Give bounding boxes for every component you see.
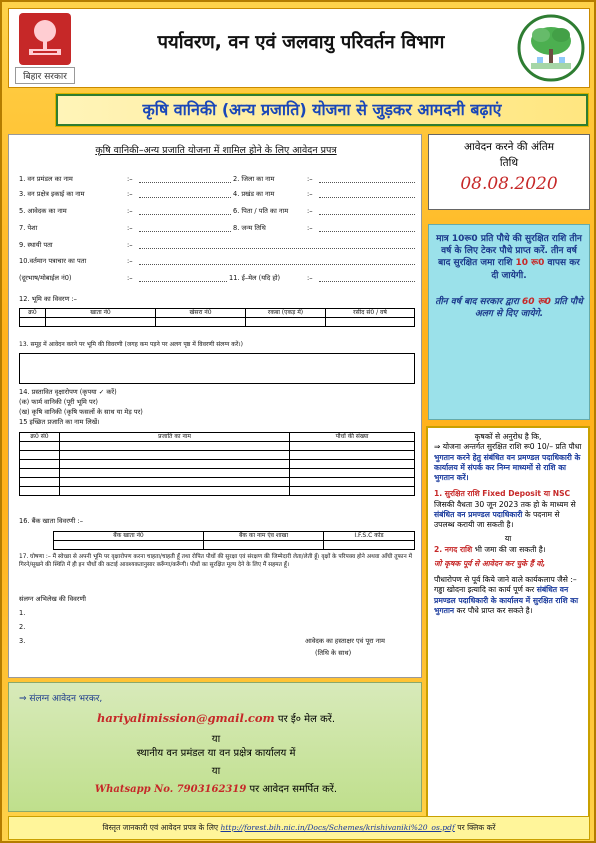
field-label: 1. वन प्रमंडल का नाम bbox=[19, 175, 73, 183]
table-header: रसीद सं0 / वर्ष bbox=[326, 309, 415, 318]
group-land-table bbox=[19, 353, 415, 384]
field-label: 2. जिला का नाम bbox=[233, 175, 275, 183]
incentive-box bbox=[428, 224, 590, 420]
farmer-appeal-box bbox=[426, 426, 590, 832]
deadline-date: 08.08.2020 bbox=[460, 174, 558, 194]
signature-label: आवेदक का हस्ताक्षर एवं पूरा नाम bbox=[305, 637, 385, 645]
input-line[interactable] bbox=[139, 281, 227, 282]
table-header: बैंक खाता नं0 bbox=[54, 532, 204, 541]
header bbox=[8, 8, 590, 88]
bank-table bbox=[53, 531, 415, 550]
field-label: 3. वन प्रक्षेत्र इकाई का नाम bbox=[19, 190, 85, 198]
field-label: 11. ई–मेल (यदि हो) bbox=[229, 274, 281, 282]
field-label: 6. पिता / पति का नाम bbox=[233, 207, 289, 215]
field-colon: :– bbox=[127, 175, 133, 183]
table-header: खाता नं0 bbox=[46, 309, 156, 318]
deadline-box bbox=[428, 134, 590, 210]
section-title: 14. प्रस्तावित वृक्षारोपण (कृपया ✓ करें) bbox=[19, 388, 117, 396]
email-row: hariyalimission@gmail.com पर ई० मेल करें. bbox=[96, 711, 336, 725]
submission-box bbox=[8, 682, 422, 812]
field-colon: :– bbox=[127, 257, 133, 265]
or-label: या bbox=[504, 534, 512, 544]
declaration-text: 17. घोषणा :– मैं स्वेच्छा से अपनी भूमि पर वृक्षारोपण करना चाहता/चाहती हूँ तथा रोपित पौधों की सुरक्षा एवं संरक्षण की जिम्मेदारी लेता/लेती हूँ। वृक्षों के परिपक्व होने अथवा आँधी तूफान में गिरने/सूखने की स्थिति में ही इन पौधों की कटाई आवश्यकतानुसार करूँगा/करूँगी। पौधों का सुरक्षित मूल्य देने के लिए मैं सहमत हूँ। bbox=[19, 554, 413, 569]
field-colon: :– bbox=[307, 190, 313, 198]
attachments-title: संलग्न अभिलेख की विवरणी bbox=[19, 595, 86, 603]
email-link[interactable]: hariyalimission@gmail.com bbox=[96, 711, 275, 725]
table-row[interactable] bbox=[20, 460, 415, 469]
table-header: प्रजाति का नाम bbox=[60, 433, 290, 442]
bihar-emblem bbox=[15, 13, 75, 83]
input-line[interactable] bbox=[139, 231, 231, 232]
table-row[interactable] bbox=[20, 487, 415, 496]
input-line[interactable] bbox=[139, 214, 231, 215]
table-row[interactable] bbox=[54, 541, 415, 550]
option-farm-forestry[interactable]: (क) फार्म वानिकी (पूरी भूमि पर) bbox=[19, 398, 98, 406]
field-colon: :– bbox=[127, 207, 133, 215]
table-row[interactable] bbox=[20, 451, 415, 460]
incentive-para-2: तीन वर्ष बाद सरकार द्वारा 60 रू0 प्रति पौधे अलग से दिए जायेगे. bbox=[435, 296, 583, 320]
section-title: 13. समूह में आवेदन करने पर भूमि की विवरणी (जगह कम पड़ने पर अलग पृष्ठ में विवरणी संलग्न करें।) bbox=[19, 341, 243, 348]
field-label: 7. पेशा bbox=[19, 224, 38, 232]
whatsapp-number[interactable]: Whatsapp No. 7903162319 bbox=[94, 784, 247, 795]
field-colon: :– bbox=[127, 224, 133, 232]
deadline-label: आवेदन करने की अंतिम bbox=[464, 141, 554, 153]
input-line[interactable] bbox=[319, 214, 415, 215]
table-header: क्र0 सं0 bbox=[20, 433, 60, 442]
input-line[interactable] bbox=[319, 182, 415, 183]
field-colon: :– bbox=[127, 274, 133, 282]
local-office-text: स्थानीय वन प्रमंडल या वन प्रक्षेत्र कार्यालय में bbox=[136, 748, 296, 759]
incentive-para-1: मात्र 10रू0 प्रति पौधे की सुरक्षित राशि तीन वर्ष के लिए टेकर पौधे प्राप्त करें. तीन वर्ष बाद सुरक्षित जमा राशि 10 रू0 वापस कर दी जायेगी. bbox=[436, 234, 582, 281]
table-row[interactable] bbox=[20, 318, 415, 327]
table-header: बैंक का नाम एंव शाखा bbox=[204, 532, 324, 541]
field-colon: :– bbox=[127, 190, 133, 198]
hariyali-logo-icon bbox=[517, 13, 585, 83]
land-table bbox=[19, 308, 415, 327]
footer-bar: विस्तृत जानकारी एवं आवेदन प्रपत्र के लिए http://forest.bih.nic.in/Docs/Schemes/krishivaniki%20_os.pdf पर क्लिक करें bbox=[8, 816, 590, 840]
table-header-row bbox=[20, 433, 415, 442]
department-title: पर्यावरण, वन एवं जलवायु परिवर्तन विभाग bbox=[157, 32, 445, 53]
appeal-para-final: पौधारोपण से पूर्व किये जाने वाले कार्यकलाप जैसे :– गड्ढा खोदना इत्यादि का कार्य पूर्ण कर संबंधित वन प्रमण्डल पदाधिकारी के कार्यालय में सुरक्षित राशि का भुगतान कर पौधे प्राप्त कर सकते है। bbox=[434, 575, 579, 615]
section-title: 15 इच्छित प्रजाति का नाम लिखें। bbox=[19, 418, 100, 426]
application-form bbox=[8, 134, 422, 678]
field-colon: :– bbox=[307, 175, 313, 183]
field-colon: :– bbox=[307, 274, 313, 282]
input-line[interactable] bbox=[319, 231, 415, 232]
deadline-label-2: तिथि bbox=[499, 157, 519, 169]
bodhi-tree-emblem-icon bbox=[19, 13, 71, 65]
submit-intro: ⇒ संलग्न आवेदन भरकर, bbox=[19, 694, 103, 704]
field-label: (दूरभाष/मोबाईल नं0) bbox=[19, 274, 72, 282]
appeal-option-1: 1. सुरक्षित राशि Fixed Deposit या NSC जिसकी वैधता 30 जून 2023 तक हो के माध्यम से संबंधित वन प्रमण्डल पदाधिकारी के पदनाम से उपलब्ध करायी जा सकती है। bbox=[434, 489, 576, 529]
input-line[interactable] bbox=[139, 248, 415, 249]
field-label: 5. आवेदक का नाम bbox=[19, 207, 67, 215]
table-row[interactable] bbox=[20, 478, 415, 487]
table-row[interactable] bbox=[20, 442, 415, 451]
signature-date-label: (तिथि के साथ) bbox=[315, 649, 352, 657]
field-colon: :– bbox=[307, 207, 313, 215]
form-download-link[interactable]: http://forest.bih.nic.in/Docs/Schemes/krishivaniki%20_os.pdf bbox=[220, 823, 455, 832]
table-header: I.F.S.C कोड bbox=[324, 532, 415, 541]
appeal-note: जो कृषक पूर्व से आवेदन कर चुके हैं वो, bbox=[434, 558, 546, 568]
field-colon: :– bbox=[127, 241, 133, 249]
banner-title: कृषि वानिकी (अन्य प्रजाति) योजना से जुड़कर आमदनी बढ़ाएं bbox=[142, 100, 502, 119]
attachment-item: 1. bbox=[19, 609, 26, 617]
input-line[interactable] bbox=[319, 281, 415, 282]
attachment-item: 3. bbox=[19, 637, 26, 645]
attachment-item: 2. bbox=[19, 623, 26, 631]
species-table bbox=[19, 432, 415, 496]
appeal-intro: कृषकों से अनुरोध है कि, bbox=[474, 432, 542, 441]
appeal-para: ⇒ योजना अन्तर्गत सुरक्षित राशि रू0 10/– प्रति पौधा भुगतान करने हेतु संबंधित वन प्रमण्डल पदाधिकारी के कार्यालय में संपर्क कर निम्न माध्यमों से राशि का भुगतान करें। bbox=[434, 442, 582, 482]
field-label: 4. प्रखंड का नाम bbox=[233, 190, 275, 198]
govt-label: बिहार सरकार bbox=[15, 67, 75, 84]
appeal-option-2: 2. नगद राशि भी जमा की जा सकती है। bbox=[434, 544, 546, 554]
table-header: पौधों की संख्या bbox=[290, 433, 415, 442]
whatsapp-row: Whatsapp No. 7903162319 पर आवेदन समर्पित करें. bbox=[94, 784, 338, 795]
table-header-row bbox=[54, 532, 415, 541]
field-label: 10.वर्तमान पत्राचार का पता bbox=[19, 257, 87, 265]
table-header: खेसरा नं0 bbox=[156, 309, 246, 318]
table-header: क्र0 bbox=[20, 309, 46, 318]
section-title: 16. बैंक खाता विवरणी :– bbox=[19, 517, 83, 525]
or-label: या bbox=[211, 734, 221, 745]
table-header: रकबा (एकड़ में) bbox=[246, 309, 326, 318]
field-label: 9. स्थायी पता bbox=[19, 241, 53, 249]
input-line[interactable] bbox=[139, 264, 415, 265]
scheme-banner bbox=[56, 94, 588, 126]
table-row[interactable] bbox=[20, 354, 415, 384]
field-label: 8. जन्म तिथि bbox=[233, 224, 266, 232]
field-colon: :– bbox=[307, 224, 313, 232]
input-line[interactable] bbox=[139, 197, 231, 198]
input-line[interactable] bbox=[139, 182, 231, 183]
option-agro-forestry[interactable]: (ख) कृषि वानिकी (कृषि फसलों के साथ या मेड़ पर) bbox=[19, 408, 143, 416]
form-title: कृषि वानिकी–अन्य प्रजाति योजना में शामिल होने के लिए आवेदन प्रपत्र bbox=[95, 145, 337, 156]
input-line[interactable] bbox=[319, 197, 415, 198]
table-row[interactable] bbox=[20, 469, 415, 478]
table-header-row bbox=[20, 309, 415, 318]
section-title: 12. भूमि का विवरण :– bbox=[19, 295, 77, 303]
or-label: या bbox=[211, 766, 221, 777]
